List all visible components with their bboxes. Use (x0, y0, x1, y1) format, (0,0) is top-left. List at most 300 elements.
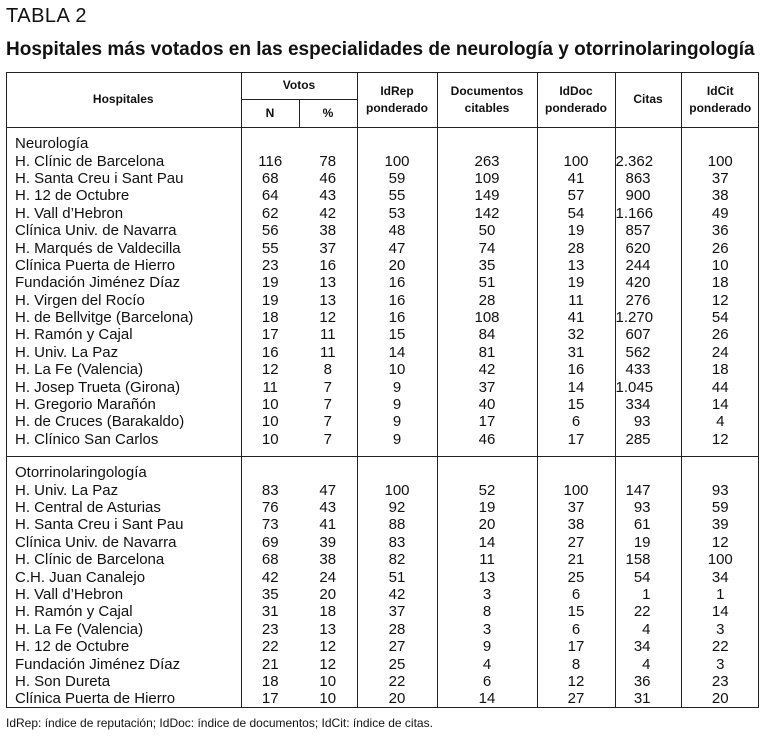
documentos-value: 28 (437, 292, 537, 309)
idrep-value: 16 (357, 274, 437, 291)
hospital-name: H. Clínico San Carlos (6, 431, 241, 448)
votos-n: 10 (261, 396, 279, 414)
iddoc-value: 17 (537, 431, 615, 448)
header-idcit-line2: ponderado (689, 100, 752, 115)
documentos-value: 8 (437, 603, 537, 620)
idcit-value: 22 (711, 638, 729, 656)
idrep-value: 25 (357, 655, 437, 672)
header-idrep-line2: ponderado (366, 100, 429, 115)
spacer-cell (437, 448, 537, 457)
spacer-cell (299, 448, 357, 457)
votos-n: 42 (261, 568, 279, 586)
votos-pct: 13 (299, 621, 357, 638)
idrep-value: 53 (357, 205, 437, 222)
citas-value: 285 (615, 431, 681, 448)
documentos-value: 9 (437, 638, 537, 655)
spacer-cell (357, 128, 437, 136)
idcit-value: 12 (711, 533, 729, 551)
iddoc-value: 6 (537, 621, 615, 638)
idrep-value: 9 (357, 396, 437, 413)
iddoc-value: 100 (537, 481, 615, 498)
table-row (6, 413, 759, 430)
iddoc-value: 27 (537, 534, 615, 551)
citas-value: 4 (615, 655, 681, 672)
header-idcit (681, 72, 759, 128)
idrep-value: 20 (357, 690, 437, 707)
citas-value: 562 (615, 344, 681, 361)
table-row (6, 603, 759, 620)
hospital-name: H. Univ. La Paz (6, 344, 241, 361)
votos-n: 83 (261, 481, 279, 499)
hospital-name: H. Ramón y Cajal (6, 326, 241, 343)
documentos-value: 11 (437, 551, 537, 568)
iddoc-value: 41 (537, 170, 615, 187)
section-heading-row (6, 464, 759, 481)
citas-value: 857 (615, 222, 681, 239)
documentos-value: 37 (437, 378, 537, 395)
votos-pct: 10 (299, 690, 357, 707)
idcit-value: 23 (711, 672, 729, 690)
citas-value: 900 (615, 187, 681, 204)
hospital-name: H. Clínic de Barcelona (6, 152, 241, 169)
votos-pct: 13 (299, 274, 357, 291)
iddoc-value: 16 (537, 361, 615, 378)
votos-n: 10 (261, 430, 279, 448)
documentos-value: 84 (437, 326, 537, 343)
idrep-value: 22 (357, 673, 437, 690)
table-row (6, 257, 759, 274)
hospital-name: H. Central de Asturias (6, 499, 241, 516)
spacer-cell (437, 464, 537, 481)
table-label: TABLA 2 (6, 5, 87, 27)
header-documentos-line2: citables (464, 100, 510, 115)
votos-n: 10 (261, 413, 279, 431)
header-citas: Citas (615, 72, 681, 128)
documentos-value: 109 (437, 170, 537, 187)
votos-pct: 43 (299, 499, 357, 516)
idrep-value: 16 (357, 292, 437, 309)
votos-n: 62 (261, 204, 279, 222)
citas-value: 276 (615, 292, 681, 309)
idrep-value: 48 (357, 222, 437, 239)
spacer-cell (537, 464, 615, 481)
documentos-value: 20 (437, 516, 537, 533)
documentos-value: 52 (437, 481, 537, 498)
section-title: Neurología (6, 135, 241, 152)
iddoc-value: 12 (537, 673, 615, 690)
spacer-cell (681, 464, 759, 481)
hospital-name: Fundación Jiménez Díaz (6, 655, 241, 672)
documentos-value: 46 (437, 431, 537, 448)
header-votos: Votos (241, 72, 357, 100)
idcit-value: 12 (711, 291, 729, 309)
table-row (6, 326, 759, 343)
votos-pct: 16 (299, 257, 357, 274)
iddoc-value: 6 (537, 413, 615, 430)
votos-pct: 18 (299, 603, 357, 620)
hospitals-table (6, 72, 759, 708)
citas-value: 61 (615, 516, 681, 533)
idrep-value: 47 (357, 239, 437, 256)
spacer-cell (299, 135, 357, 152)
votos-pct: 10 (299, 673, 357, 690)
votos-pct: 39 (299, 534, 357, 551)
spacer-cell (357, 448, 437, 457)
hospital-name: H. de Cruces (Barakaldo) (6, 413, 241, 430)
iddoc-value: 57 (537, 187, 615, 204)
spacer-cell (615, 464, 681, 481)
idcit-value: 100 (707, 152, 733, 170)
idcit-value: 36 (711, 222, 729, 240)
idcit-value: 24 (711, 343, 729, 361)
iddoc-value: 25 (537, 568, 615, 585)
citas-value: 1.045 (615, 378, 681, 395)
table-row (6, 187, 759, 204)
header-idcit-line1: IdCit (706, 83, 734, 98)
citas-value: 36 (615, 673, 681, 690)
idcit-value: 93 (711, 481, 729, 499)
idrep-value: 37 (357, 603, 437, 620)
idrep-value: 82 (357, 551, 437, 568)
spacer-cell (299, 464, 357, 481)
citas-value: 1.270 (615, 309, 681, 326)
header-iddoc-line2: ponderado (545, 100, 608, 115)
idcit-value: 12 (711, 430, 729, 448)
header-iddoc-line1: IdDoc (559, 83, 593, 98)
iddoc-value: 37 (537, 499, 615, 516)
hospital-name: H. Gregorio Marañón (6, 396, 241, 413)
votos-pct: 7 (299, 396, 357, 413)
idcit-value: 49 (711, 204, 729, 222)
iddoc-value: 8 (537, 655, 615, 672)
documentos-value: 13 (437, 568, 537, 585)
documentos-value: 263 (437, 152, 537, 169)
table-row (6, 673, 759, 690)
documentos-value: 108 (437, 309, 537, 326)
spacer-cell (6, 457, 241, 465)
table-row (6, 534, 759, 551)
votos-n: 12 (261, 361, 279, 379)
votos-n: 18 (261, 309, 279, 327)
header-n: N (241, 100, 299, 128)
votos-pct: 37 (299, 239, 357, 256)
hospital-name: C.H. Juan Canalejo (6, 568, 241, 585)
documentos-value: 19 (437, 499, 537, 516)
spacer-cell (615, 457, 681, 465)
documentos-value: 51 (437, 274, 537, 291)
header-documentos (437, 72, 537, 128)
citas-value: 19 (615, 534, 681, 551)
idrep-value: 14 (357, 344, 437, 361)
idcit-value: 10 (711, 256, 729, 274)
votos-pct: 42 (299, 205, 357, 222)
documentos-value: 50 (437, 222, 537, 239)
hospital-name: Clínica Univ. de Navarra (6, 222, 241, 239)
votos-pct: 11 (299, 344, 357, 361)
votos-pct: 43 (299, 187, 357, 204)
idcit-value: 14 (711, 396, 729, 414)
iddoc-value: 6 (537, 586, 615, 603)
votos-pct: 24 (299, 568, 357, 585)
hospital-name: H. Son Dureta (6, 673, 241, 690)
idrep-value: 42 (357, 586, 437, 603)
citas-value: 620 (615, 239, 681, 256)
spacer-cell (357, 135, 437, 152)
iddoc-value: 28 (537, 239, 615, 256)
votos-n: 69 (261, 533, 279, 551)
votos-pct: 41 (299, 516, 357, 533)
citas-value: 147 (615, 481, 681, 498)
spacer-cell (537, 457, 615, 465)
header-hospitales: Hospitales (6, 72, 241, 128)
iddoc-value: 19 (537, 222, 615, 239)
hospital-name: H. Univ. La Paz (6, 481, 241, 498)
votos-pct: 78 (299, 152, 357, 169)
idrep-value: 20 (357, 257, 437, 274)
votos-n: 31 (261, 603, 279, 621)
table-row (6, 378, 759, 395)
section-top-padding (6, 128, 759, 136)
votos-pct: 12 (299, 655, 357, 672)
spacer-cell (437, 135, 537, 152)
iddoc-value: 100 (537, 152, 615, 169)
table-row (6, 292, 759, 309)
documentos-value: 81 (437, 344, 537, 361)
hospital-name: H. Virgen del Rocío (6, 292, 241, 309)
idrep-value: 83 (357, 534, 437, 551)
iddoc-value: 21 (537, 551, 615, 568)
documentos-value: 35 (437, 257, 537, 274)
header-pct: % (299, 100, 357, 128)
votos-n: 23 (261, 256, 279, 274)
votos-pct: 7 (299, 431, 357, 448)
votos-n: 73 (261, 516, 279, 534)
hospital-name: H. Santa Creu i Sant Pau (6, 170, 241, 187)
idcit-value: 44 (711, 378, 729, 396)
documentos-value: 6 (437, 673, 537, 690)
spacer-cell (437, 457, 537, 465)
citas-value: 54 (615, 568, 681, 585)
spacer-cell (6, 128, 241, 136)
idrep-value: 51 (357, 568, 437, 585)
section-top-padding (6, 457, 759, 465)
iddoc-value: 17 (537, 638, 615, 655)
table-body (6, 128, 759, 708)
votos-n: 11 (262, 378, 279, 396)
votos-n: 21 (261, 655, 279, 673)
spacer-cell (615, 135, 681, 152)
idcit-value: 37 (711, 169, 729, 187)
idcit-value: 18 (711, 274, 729, 292)
hospital-name: H. de Bellvitge (Barcelona) (6, 309, 241, 326)
hospital-name: Fundación Jiménez Díaz (6, 274, 241, 291)
header-idrep (357, 72, 437, 128)
table-row (6, 361, 759, 378)
idcit-value: 26 (711, 239, 729, 257)
section-title: Otorrinolaringología (6, 464, 241, 481)
documentos-value: 14 (437, 690, 537, 707)
idcit-value: 39 (711, 516, 729, 534)
idcit-value: 3 (716, 620, 725, 638)
votos-n: 64 (261, 187, 279, 205)
table-row (6, 239, 759, 256)
section-separator (6, 448, 759, 457)
spacer-cell (241, 457, 299, 465)
idrep-value: 16 (357, 309, 437, 326)
citas-value: 863 (615, 170, 681, 187)
table-row (6, 621, 759, 638)
documentos-value: 3 (437, 621, 537, 638)
spacer-cell (681, 457, 759, 465)
votos-pct: 12 (299, 638, 357, 655)
idrep-value: 9 (357, 413, 437, 430)
idcit-value: 34 (711, 568, 729, 586)
iddoc-value: 14 (537, 378, 615, 395)
citas-value: 34 (615, 638, 681, 655)
idrep-value: 100 (357, 152, 437, 169)
idrep-value: 9 (357, 431, 437, 448)
idcit-value: 14 (711, 603, 729, 621)
votos-n: 17 (261, 326, 279, 344)
table-row (6, 344, 759, 361)
idrep-value: 28 (357, 621, 437, 638)
header-iddoc (537, 72, 615, 128)
table-row (6, 690, 759, 707)
table-row (6, 499, 759, 516)
hospital-name: H. La Fe (Valencia) (6, 621, 241, 638)
citas-value: 22 (615, 603, 681, 620)
idcit-value: 1 (716, 585, 725, 603)
idrep-value: 9 (357, 378, 437, 395)
table-row (6, 586, 759, 603)
spacer-cell (241, 464, 299, 481)
iddoc-value: 13 (537, 257, 615, 274)
iddoc-value: 15 (537, 396, 615, 413)
table-row (6, 551, 759, 568)
idcit-value: 100 (707, 551, 733, 569)
spacer-cell (6, 448, 241, 457)
votos-n: 17 (261, 690, 279, 708)
spacer-cell (537, 135, 615, 152)
idrep-value: 100 (357, 481, 437, 498)
spacer-cell (537, 448, 615, 457)
votos-n: 76 (261, 499, 279, 516)
hospital-name: Clínica Puerta de Hierro (6, 690, 241, 707)
documentos-value: 17 (437, 413, 537, 430)
table-row (6, 516, 759, 533)
spacer-cell (299, 128, 357, 136)
iddoc-value: 19 (537, 274, 615, 291)
spacer-cell (681, 135, 759, 152)
idrep-value: 10 (357, 361, 437, 378)
table-row (6, 222, 759, 239)
idcit-value: 4 (716, 413, 725, 431)
idcit-value: 59 (711, 499, 729, 516)
votos-n: 56 (261, 222, 279, 240)
documentos-value: 74 (437, 239, 537, 256)
iddoc-value: 41 (537, 309, 615, 326)
spacer-cell (615, 448, 681, 457)
table-row (6, 170, 759, 187)
idrep-value: 15 (357, 326, 437, 343)
documentos-value: 4 (437, 655, 537, 672)
votos-n: 35 (261, 585, 279, 603)
idrep-value: 92 (357, 499, 437, 516)
votos-n: 16 (261, 343, 279, 361)
hospital-name: Clínica Univ. de Navarra (6, 534, 241, 551)
documentos-value: 149 (437, 187, 537, 204)
citas-value: 31 (615, 690, 681, 707)
table-row (6, 638, 759, 655)
citas-value: 1.166 (615, 205, 681, 222)
table-row (6, 152, 759, 169)
votos-n: 19 (261, 291, 279, 309)
spacer-cell (241, 135, 299, 152)
table-row (6, 568, 759, 585)
iddoc-value: 38 (537, 516, 615, 533)
spacer-cell (357, 457, 437, 465)
hospital-name: H. Vall d’Hebron (6, 586, 241, 603)
votos-pct: 46 (299, 170, 357, 187)
table-title: Hospitales más votados en las especialidades de neurología y otorrinolaringología (6, 39, 755, 60)
citas-value: 244 (615, 257, 681, 274)
header-documentos-line1: Documentos (450, 83, 524, 98)
section-heading-row (6, 135, 759, 152)
votos-n: 22 (261, 638, 279, 656)
table-row (6, 274, 759, 291)
spacer-cell (299, 457, 357, 465)
votos-n: 23 (261, 620, 279, 638)
spacer-cell (681, 448, 759, 457)
citas-value: 433 (615, 361, 681, 378)
hospital-name: H. Marqués de Valdecilla (6, 239, 241, 256)
citas-value: 2.362 (615, 152, 681, 169)
citas-value: 93 (615, 499, 681, 516)
idrep-value: 59 (357, 170, 437, 187)
idcit-value: 3 (716, 655, 725, 673)
votos-n: 18 (261, 672, 279, 690)
iddoc-value: 54 (537, 205, 615, 222)
citas-value: 1 (615, 586, 681, 603)
hospital-name: H. Vall d’Hebron (6, 205, 241, 222)
votos-n: 116 (258, 152, 283, 170)
documentos-value: 40 (437, 396, 537, 413)
hospital-name: H. Santa Creu i Sant Pau (6, 516, 241, 533)
idcit-value: 54 (711, 309, 729, 327)
votos-n: 19 (261, 274, 279, 292)
hospital-name: H. Ramón y Cajal (6, 603, 241, 620)
votos-pct: 38 (299, 551, 357, 568)
documentos-value: 142 (437, 205, 537, 222)
footnote: IdRep: índice de reputación; IdDoc: índice de documentos; IdCit: índice de citas. (6, 716, 433, 730)
citas-value: 158 (615, 551, 681, 568)
spacer-cell (615, 128, 681, 136)
table-row (6, 431, 759, 448)
hospital-name: H. La Fe (Valencia) (6, 361, 241, 378)
iddoc-value: 27 (537, 690, 615, 707)
header-idrep-line1: IdRep (380, 83, 414, 98)
hospital-name: H. 12 de Octubre (6, 187, 241, 204)
citas-value: 334 (615, 396, 681, 413)
table-row (6, 205, 759, 222)
documentos-value: 14 (437, 534, 537, 551)
votos-n: 68 (261, 169, 279, 187)
table-row (6, 481, 759, 498)
documentos-value: 42 (437, 361, 537, 378)
citas-value: 420 (615, 274, 681, 291)
citas-value: 4 (615, 621, 681, 638)
spacer-cell (537, 128, 615, 136)
